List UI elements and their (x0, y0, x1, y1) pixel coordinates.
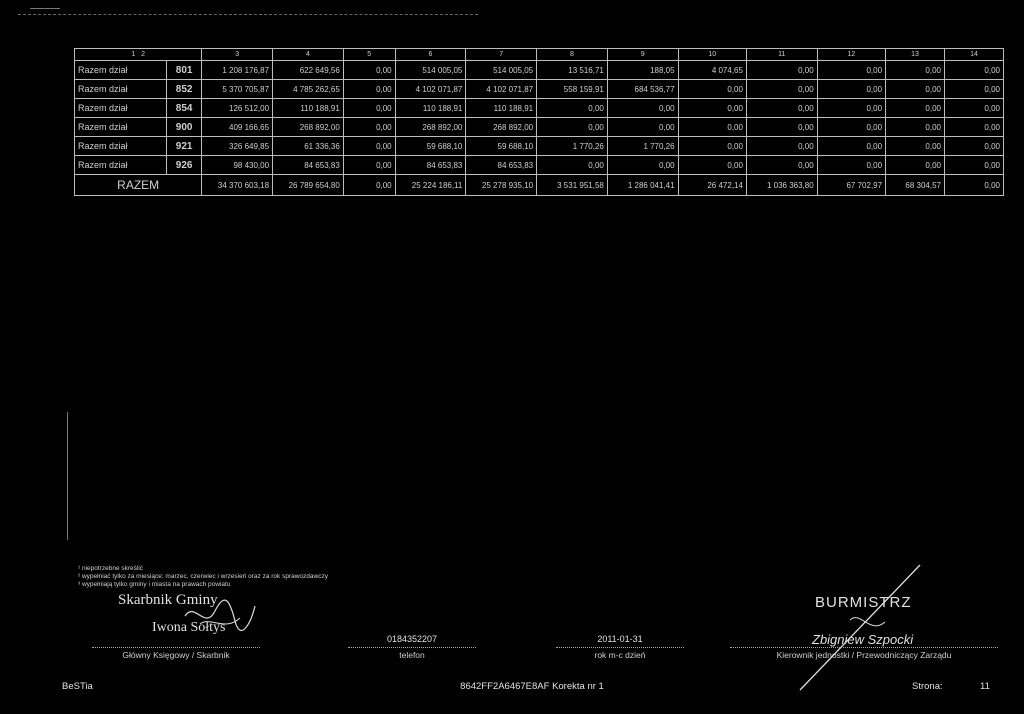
cell-value: 622 649,56 (273, 61, 344, 80)
row-code: 926 (166, 156, 201, 175)
mayor-signature (790, 560, 940, 700)
cell-value: 59 688,10 (395, 137, 466, 156)
cell-value: 0,00 (343, 61, 395, 80)
cell-value: 1 208 176,87 (202, 61, 273, 80)
row-code: 921 (166, 137, 201, 156)
col-num: 3 (202, 49, 273, 61)
cell-value: 0,00 (945, 156, 1004, 175)
footnote: ¹ niepotrzebne skreślić (78, 565, 144, 572)
cell-value: 0,00 (886, 118, 945, 137)
col-num: 11 (746, 49, 817, 61)
row-code: 900 (166, 118, 201, 137)
cell-value: 0,00 (678, 156, 746, 175)
cell-value: 67 702,97 (817, 175, 885, 196)
cell-value: 84 653,83 (466, 156, 537, 175)
col-num: 6 (395, 49, 466, 61)
cell-value: 0,00 (746, 61, 817, 80)
row-code: 854 (166, 99, 201, 118)
table-row (75, 61, 1004, 80)
cell-value: 1 770,26 (607, 137, 678, 156)
cell-value: 0,00 (746, 118, 817, 137)
cell-value: 3 531 951,58 (537, 175, 608, 196)
cell-value: 61 336,36 (273, 137, 344, 156)
cell-value: 0,00 (537, 156, 608, 175)
cell-value: 34 370 603,18 (202, 175, 273, 196)
col-num: 8 (537, 49, 608, 61)
footnote: ² wypełniać tylko za miesiące: marzec, czerwiec i wrzesień oraz za rok sprawozdawczy (78, 573, 328, 580)
page-label: Strona: (912, 681, 943, 692)
phone-label: telefon (399, 650, 425, 660)
app-name: BeSTia (62, 681, 93, 692)
header-rule (18, 14, 478, 15)
margin-line (67, 412, 68, 540)
mayor-stamp-name: Zbigniew Szpocki (812, 632, 914, 647)
cell-value: 98 430,00 (202, 156, 273, 175)
date-value: 2011-01-31 (597, 634, 643, 644)
cell-value: 4 102 071,87 (466, 80, 537, 99)
cell-value: 0,00 (886, 156, 945, 175)
cell-value: 0,00 (678, 118, 746, 137)
cell-value: 110 188,91 (273, 99, 344, 118)
col-num: 4 (273, 49, 344, 61)
cell-value: 0,00 (746, 99, 817, 118)
cell-value: 0,00 (817, 99, 885, 118)
cell-value: 0,00 (343, 118, 395, 137)
cell-value: 84 653,83 (395, 156, 466, 175)
cell-value: 84 653,83 (273, 156, 344, 175)
cell-value: 0,00 (945, 99, 1004, 118)
col-num: 12 (817, 49, 885, 61)
signature-line-date (556, 647, 684, 648)
page-number: 11 (980, 681, 990, 692)
row-label: Razem dział (75, 118, 167, 137)
cell-value: 188,05 (607, 61, 678, 80)
treasurer-label: Główny Księgowy / Skarbnik (122, 650, 230, 660)
cell-value: 0,00 (678, 80, 746, 99)
signature-line-phone (348, 647, 476, 648)
cell-value: 25 224 186,11 (395, 175, 466, 196)
table-row (75, 99, 1004, 118)
cell-value: 0,00 (945, 61, 1004, 80)
total-row (75, 175, 1004, 196)
mayor-stamp-title: BURMISTRZ (815, 594, 912, 611)
cell-value: 268 892,00 (395, 118, 466, 137)
cell-value: 0,00 (945, 175, 1004, 196)
cell-value: 0,00 (537, 99, 608, 118)
row-label: Razem dział (75, 80, 167, 99)
row-label: Razem dział (75, 99, 167, 118)
table-row (75, 156, 1004, 175)
signature-line-right (730, 647, 998, 648)
cell-value: 0,00 (746, 137, 817, 156)
cell-value: 0,00 (817, 137, 885, 156)
cell-value: 0,00 (537, 118, 608, 137)
cell-value: 0,00 (343, 99, 395, 118)
cell-value: 268 892,00 (273, 118, 344, 137)
cell-value: 0,00 (945, 80, 1004, 99)
cell-value: 1 036 363,80 (746, 175, 817, 196)
cell-value: 0,00 (945, 137, 1004, 156)
cell-value: 0,00 (343, 80, 395, 99)
treasurer-signature (180, 596, 260, 636)
cell-value: 0,00 (945, 118, 1004, 137)
cell-value: 4 074,65 (678, 61, 746, 80)
cell-value: 0,00 (817, 80, 885, 99)
cell-value: 558 159,91 (537, 80, 608, 99)
cell-value: 0,00 (607, 118, 678, 137)
table-row (75, 118, 1004, 137)
cell-value: 514 005,05 (395, 61, 466, 80)
cell-value: 514 005,05 (466, 61, 537, 80)
footnotes (78, 565, 328, 589)
cell-value: 0,00 (886, 137, 945, 156)
manager-label: Kierownik jednostki / Przewodniczący Zarządu (776, 650, 952, 660)
cell-value: 0,00 (343, 137, 395, 156)
table-row (75, 137, 1004, 156)
header-mark (30, 8, 60, 9)
row-code: 852 (166, 80, 201, 99)
cell-value: 0,00 (746, 156, 817, 175)
cell-value: 326 649,85 (202, 137, 273, 156)
cell-value: 0,00 (886, 80, 945, 99)
cell-value: 0,00 (678, 99, 746, 118)
cell-value: 684 536,77 (607, 80, 678, 99)
col-num: 10 (678, 49, 746, 61)
cell-value: 110 188,91 (466, 99, 537, 118)
col-num: 14 (945, 49, 1004, 61)
total-label: RAZEM (75, 175, 202, 196)
cell-value: 0,00 (817, 61, 885, 80)
cell-value: 0,00 (343, 156, 395, 175)
cell-value: 268 892,00 (466, 118, 537, 137)
col-num-1-2: 1 2 (75, 49, 202, 61)
cell-value: 1 770,26 (537, 137, 608, 156)
cell-value: 0,00 (343, 175, 395, 196)
column-number-row (75, 49, 1004, 61)
treasurer-stamp-title: Skarbnik Gminy (118, 592, 218, 608)
cell-value: 59 688,10 (466, 137, 537, 156)
cell-value: 110 188,91 (395, 99, 466, 118)
phone-value: 0184352207 (386, 634, 438, 644)
document-id: 8642FF2A6467E8AF Korekta nr 1 (460, 681, 604, 692)
cell-value: 26 789 654,80 (273, 175, 344, 196)
row-code: 801 (166, 61, 201, 80)
date-label: rok m-c dzień (594, 650, 646, 660)
col-num: 5 (343, 49, 395, 61)
cell-value: 0,00 (607, 99, 678, 118)
cell-value: 0,00 (746, 80, 817, 99)
row-label: Razem dział (75, 61, 167, 80)
cell-value: 4 102 071,87 (395, 80, 466, 99)
cell-value: 13 516,71 (537, 61, 608, 80)
row-label: Razem dział (75, 137, 167, 156)
row-label: Razem dział (75, 156, 167, 175)
cell-value: 0,00 (886, 61, 945, 80)
cell-value: 1 286 041,41 (607, 175, 678, 196)
col-num: 13 (886, 49, 945, 61)
cell-value: 5 370 705,87 (202, 80, 273, 99)
table-row (75, 80, 1004, 99)
col-num: 7 (466, 49, 537, 61)
cell-value: 0,00 (607, 156, 678, 175)
col-num: 9 (607, 49, 678, 61)
cell-value: 68 304,57 (886, 175, 945, 196)
financial-table (74, 48, 1004, 196)
treasurer-stamp-name: Iwona Sołtys (152, 620, 226, 635)
cell-value: 25 278 935,10 (466, 175, 537, 196)
cell-value: 0,00 (817, 118, 885, 137)
cell-value: 26 472,14 (678, 175, 746, 196)
cell-value: 0,00 (817, 156, 885, 175)
cell-value: 409 166,65 (202, 118, 273, 137)
cell-value: 4 785 262,65 (273, 80, 344, 99)
footnote: ³ wypełniają tylko gminy i miasta na prawach powiatu (78, 581, 231, 588)
cell-value: 0,00 (886, 99, 945, 118)
cell-value: 126 512,00 (202, 99, 273, 118)
cell-value: 0,00 (678, 137, 746, 156)
signature-line-left (92, 647, 260, 648)
